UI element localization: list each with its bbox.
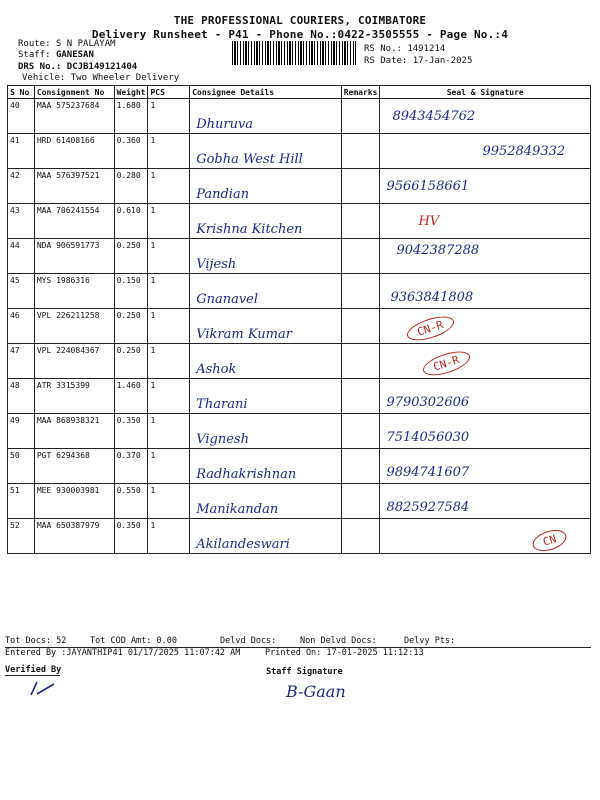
cell-signature — [380, 309, 591, 344]
cell-signature — [380, 449, 591, 484]
col-weight: Weight — [114, 86, 148, 99]
cell-remarks — [341, 309, 380, 344]
table-header — [8, 86, 591, 99]
cell-consignee — [190, 344, 342, 379]
cell-sno: 40 — [8, 99, 35, 134]
consignee-handwriting: Akilandeswari — [196, 537, 290, 552]
rs-date: RS Date: 17-Jan-2025 — [364, 56, 473, 66]
col-sno: S No — [8, 86, 35, 99]
cell-signature — [380, 414, 591, 449]
cell-remarks — [341, 449, 380, 484]
consignee-handwriting: Ashok — [196, 362, 237, 377]
cell-sno: 47 — [8, 344, 35, 379]
cell-consignment: MAA 706241554 — [34, 204, 114, 239]
cell-remarks — [341, 204, 380, 239]
cell-pcs: 1 — [148, 134, 190, 169]
cell-weight: 0.350 — [114, 519, 148, 554]
cell-weight: 0.280 — [114, 169, 148, 204]
cell-consignee — [190, 484, 342, 519]
signature-handwriting: 9042387288 — [396, 243, 480, 258]
cell-pcs: 1 — [148, 519, 190, 554]
signature-handwriting: 8825927584 — [386, 500, 470, 515]
table-row — [8, 204, 591, 239]
cell-sno: 44 — [8, 239, 35, 274]
col-consignee: Consignee Details — [190, 86, 342, 99]
cell-consignee — [190, 274, 342, 309]
cell-sno: 48 — [8, 379, 35, 414]
cell-sno: 46 — [8, 309, 35, 344]
staff-signature-handwriting: B-Gaan — [286, 682, 346, 701]
cell-remarks — [341, 519, 380, 554]
signature-handwriting: 7514056030 — [386, 430, 470, 445]
cell-consignee — [190, 239, 342, 274]
cell-remarks — [341, 134, 380, 169]
cell-sno: 49 — [8, 414, 35, 449]
cell-consignment: MAA 576397521 — [34, 169, 114, 204]
consignee-handwriting: Pandian — [196, 187, 250, 202]
cell-weight: 0.250 — [114, 309, 148, 344]
table-row — [8, 414, 591, 449]
table-row — [8, 134, 591, 169]
cell-pcs: 1 — [148, 309, 190, 344]
cell-pcs: 1 — [148, 169, 190, 204]
table-row — [8, 449, 591, 484]
cell-signature — [380, 379, 591, 414]
delivered-docs: Delvd Docs: — [220, 636, 277, 646]
signature-stamp: CN-R — [405, 312, 457, 345]
cell-consignment: VPL 226211258 — [34, 309, 114, 344]
consignee-handwriting: Krishna Kitchen — [196, 222, 303, 237]
cell-weight: 0.150 — [114, 274, 148, 309]
cell-signature — [380, 99, 591, 134]
cell-consignee — [190, 99, 342, 134]
cell-consignment: NDA 906591773 — [34, 239, 114, 274]
consignee-handwriting: Radhakrishnan — [196, 467, 297, 482]
signature-handwriting: 9894741607 — [386, 465, 470, 480]
cell-sno: 43 — [8, 204, 35, 239]
cell-signature — [380, 274, 591, 309]
cell-pcs: 1 — [148, 484, 190, 519]
cell-pcs: 1 — [148, 344, 190, 379]
consignee-handwriting: Vijesh — [196, 257, 237, 272]
cell-weight: 0.250 — [114, 344, 148, 379]
cell-consignment: HRD 61408166 — [34, 134, 114, 169]
consignee-handwriting: Gnanavel — [196, 292, 259, 307]
cell-remarks — [341, 344, 380, 379]
cell-remarks — [341, 484, 380, 519]
verified-by-label: Verified By — [5, 665, 62, 675]
signature-stamp: CN — [530, 526, 569, 555]
cell-weight: 1.680 — [114, 99, 148, 134]
entered-by: Entered By :JAYANTHIP41 01/17/2025 11:07:42 AM — [5, 648, 241, 658]
cell-signature — [380, 169, 591, 204]
signature-handwriting: 9363841808 — [390, 290, 474, 305]
cell-signature — [380, 134, 591, 169]
table-row — [8, 99, 591, 134]
cell-weight: 0.250 — [114, 239, 148, 274]
signature-handwriting: 9790302606 — [386, 395, 470, 410]
consignee-handwriting: Manikandan — [196, 502, 279, 517]
delivery-points: Delvy Pts: — [404, 636, 456, 646]
staff-signature-label: Staff Signature — [266, 667, 343, 677]
table-row — [8, 484, 591, 519]
cell-consignee — [190, 204, 342, 239]
total-docs: Tot Docs: 52 — [5, 636, 67, 646]
table-row — [8, 274, 591, 309]
signature-stamp: CN-R — [421, 347, 473, 380]
drs-line — [18, 62, 137, 72]
cell-weight: 0.610 — [114, 204, 148, 239]
table-row — [8, 169, 591, 204]
cell-weight: 0.370 — [114, 449, 148, 484]
cell-weight: 0.550 — [114, 484, 148, 519]
verified-signature-mark — [28, 678, 58, 698]
cell-consignment: PGT 6294368 — [34, 449, 114, 484]
cell-sno: 51 — [8, 484, 35, 519]
verified-by-underline — [5, 675, 60, 676]
table-row — [8, 379, 591, 414]
cell-remarks — [341, 274, 380, 309]
cell-weight: 0.360 — [114, 134, 148, 169]
barcode — [232, 41, 356, 65]
company-title: THE PROFESSIONAL COURIERS, COIMBATORE — [173, 14, 427, 27]
cell-consignment: MAA 650387979 — [34, 519, 114, 554]
cell-consignment: ATR 3315399 — [34, 379, 114, 414]
printed-on: Printed On: 17-01-2025 11:12:13 — [265, 648, 424, 658]
cell-signature — [380, 344, 591, 379]
cell-sno: 52 — [8, 519, 35, 554]
staff-name: GANESAN — [55, 50, 94, 60]
consignee-handwriting: Dhuruva — [196, 117, 254, 132]
col-remarks: Remarks — [341, 86, 380, 99]
cell-remarks — [341, 99, 380, 134]
col-consignment: Consignment No — [34, 86, 114, 99]
cell-pcs: 1 — [148, 379, 190, 414]
cell-signature — [380, 519, 591, 554]
staff-label: Staff: — [18, 50, 51, 60]
cell-signature — [380, 239, 591, 274]
consignee-handwriting: Vikram Kumar — [196, 327, 292, 342]
cell-weight: 1.460 — [114, 379, 148, 414]
cell-sno: 50 — [8, 449, 35, 484]
col-signature: Seal & Signature — [380, 86, 591, 99]
cell-consignment: MAA 575237684 — [34, 99, 114, 134]
cell-consignment: VPL 224084367 — [34, 344, 114, 379]
signature-handwriting: HV — [418, 214, 440, 229]
cell-consignee — [190, 449, 342, 484]
cell-weight: 0.350 — [114, 414, 148, 449]
route: Route: S N PALAYAM — [18, 39, 116, 49]
cell-signature — [380, 484, 591, 519]
cell-consignee — [190, 519, 342, 554]
drs-label: DRS No.: — [18, 62, 62, 72]
runsheet-table — [7, 85, 591, 554]
cell-consignee — [190, 169, 342, 204]
cell-consignment: MAA 868938321 — [34, 414, 114, 449]
total-cod: Tot COD Amt: 0.00 — [90, 636, 177, 646]
signature-handwriting: 9952849332 — [482, 144, 566, 159]
staff-line — [18, 50, 94, 60]
table-row — [8, 519, 591, 554]
cell-pcs: 1 — [148, 414, 190, 449]
col-pcs: PCS — [148, 86, 190, 99]
signature-handwriting: 8943454762 — [392, 109, 476, 124]
cell-sno: 42 — [8, 169, 35, 204]
cell-consignee — [190, 379, 342, 414]
consignee-handwriting: Tharani — [196, 397, 248, 412]
consignee-handwriting: Gobha West Hill — [196, 152, 303, 167]
cell-remarks — [341, 414, 380, 449]
cell-consignee — [190, 414, 342, 449]
cell-remarks — [341, 169, 380, 204]
consignee-handwriting: Vignesh — [196, 432, 249, 447]
cell-pcs: 1 — [148, 99, 190, 134]
cell-pcs: 1 — [148, 239, 190, 274]
non-delivered-docs: Non Delvd Docs: — [300, 636, 377, 646]
cell-remarks — [341, 239, 380, 274]
cell-remarks — [341, 379, 380, 414]
cell-sno: 41 — [8, 134, 35, 169]
cell-pcs: 1 — [148, 204, 190, 239]
table-row — [8, 309, 591, 344]
cell-signature — [380, 204, 591, 239]
rs-number: RS No.: 1491214 — [364, 44, 446, 54]
signature-handwriting: 9566158661 — [386, 179, 470, 194]
cell-pcs: 1 — [148, 274, 190, 309]
runsheet-title: Delivery Runsheet - P41 - Phone No.:0422-3505555 - Page No.:4 — [91, 28, 509, 41]
table-row — [8, 344, 591, 379]
cell-sno: 45 — [8, 274, 35, 309]
cell-consignee — [190, 309, 342, 344]
cell-consignment: MEE 930003981 — [34, 484, 114, 519]
cell-consignment: MYS 1986316 — [34, 274, 114, 309]
cell-consignee — [190, 134, 342, 169]
vehicle: Vehicle: Two Wheeler Delivery — [22, 73, 180, 83]
drs-number: DCJB149121404 — [66, 62, 138, 72]
table-row — [8, 239, 591, 274]
cell-pcs: 1 — [148, 449, 190, 484]
